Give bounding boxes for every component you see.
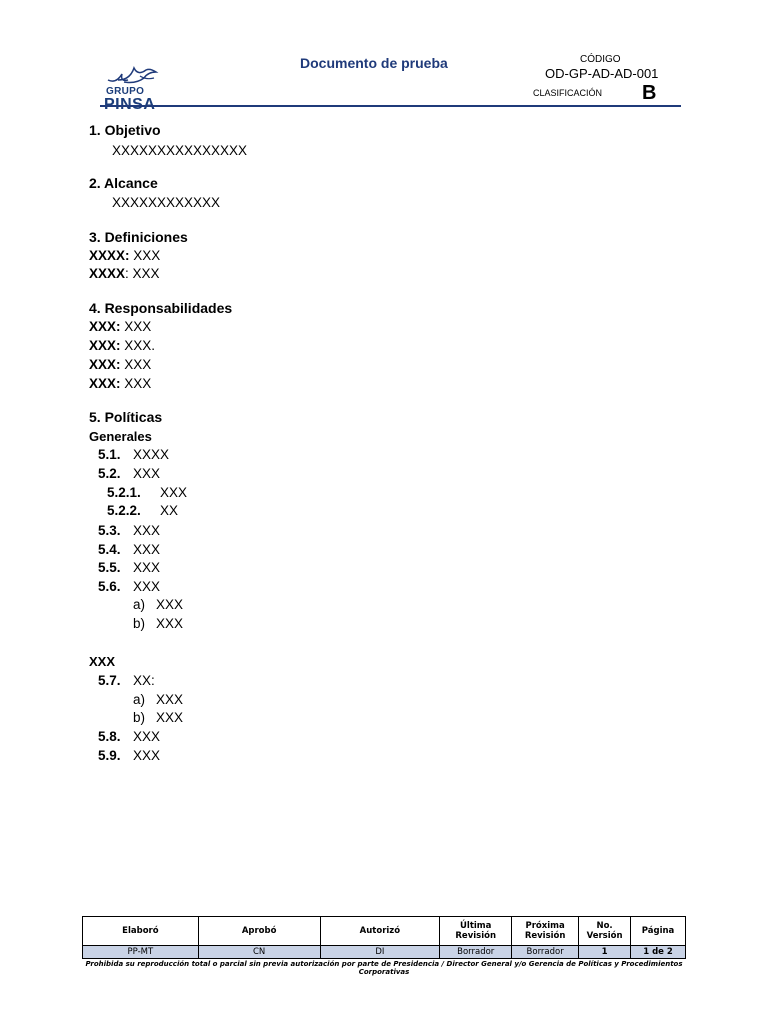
responsibility-term: XXX: (89, 319, 121, 334)
responsibility-item (89, 319, 151, 334)
definition-term: XXXX (89, 266, 126, 281)
policy-number: 5.3. (98, 523, 121, 538)
policy-number: 5.2.2. (107, 503, 141, 518)
document-title: Documento de prueba (300, 55, 448, 71)
footer-header-cell: Última Revisión (440, 917, 512, 946)
policy-text: XXX (133, 560, 161, 575)
section-heading-politicas: 5. Políticas (89, 409, 163, 425)
definition-item (89, 248, 160, 263)
footer-header-cell: Elaboró (83, 917, 199, 946)
footer-disclaimer: Prohibida su reproducción total o parcial sin previa autorización por parte de Presidencia / Director General y/o Gerencia de Políticas y Procedimientos Corporativas (85, 960, 683, 976)
responsibility-term: XXX: (89, 376, 121, 391)
definition-term: XXXX: (89, 248, 130, 263)
section-heading-definiciones: 3. Definiciones (89, 229, 188, 245)
policy-text: XXX (133, 523, 161, 538)
policy-text: XXX (156, 692, 184, 707)
section-heading-responsabilidades: 4. Responsabilidades (89, 300, 233, 316)
footer-value-cell: Borrador (512, 946, 579, 959)
footer-header-cell: Próxima Revisión (512, 917, 579, 946)
policy-text: XXX (133, 466, 161, 481)
footer-value-row (83, 946, 686, 959)
footer-header-cell: Autorizó (320, 917, 440, 946)
footer-value-cell: DI (320, 946, 440, 959)
logo-text-bottom: PINSA (104, 96, 156, 113)
code-value: OD-GP-AD-AD-001 (545, 66, 659, 81)
policy-text: XXX (160, 485, 188, 500)
policy-number: 5.6. (98, 579, 121, 594)
policy-number: 5.7. (98, 673, 121, 688)
policy-text: XXX (133, 542, 161, 557)
header-divider (100, 105, 681, 107)
policy-text: XXX (156, 597, 184, 612)
classification-label: CLASIFICACIÓN (533, 88, 603, 98)
policy-text: XX (160, 503, 179, 518)
footer-header-cell: Página (631, 917, 686, 946)
logo-text-top: GRUPO (106, 86, 145, 97)
footer-header-cell: Aprobó (198, 917, 320, 946)
definition-text: XXX (129, 248, 161, 263)
policy-text: XXX (156, 616, 184, 631)
policy-text: XXX (156, 710, 184, 725)
responsibility-item (89, 376, 151, 391)
responsibility-item (89, 357, 151, 372)
footer-value-cell: PP-MT (83, 946, 199, 959)
policy-text: XXX (133, 579, 161, 594)
policy-number: 5.4. (98, 542, 121, 557)
footer-value-cell: Borrador (440, 946, 512, 959)
responsibility-text: XXX (120, 319, 152, 334)
code-label: CÓDIGO (580, 54, 621, 65)
responsibility-text: XXX (120, 376, 152, 391)
footer-value-cell: 1 de 2 (631, 946, 686, 959)
footer-value-cell: CN (198, 946, 320, 959)
footer-value-cell: 1 (579, 946, 631, 959)
policy-number: 5.1. (98, 447, 121, 462)
subheading-group2: XXX (89, 654, 116, 669)
classification-value: B (642, 82, 657, 104)
policy-text: XXX (133, 748, 161, 763)
responsibility-term: XXX: (89, 357, 121, 372)
policy-text: XXXX (133, 447, 170, 462)
responsibility-term: XXX: (89, 338, 121, 353)
policy-number: 5.8. (98, 729, 121, 744)
footer-header-cell: No. Versión (579, 917, 631, 946)
section-heading-objetivo: 1. Objetivo (89, 122, 161, 138)
definition-text: : XXX (125, 266, 160, 281)
responsibility-text: XXX (120, 357, 152, 372)
section-text-objetivo: XXXXXXXXXXXXXXX (112, 143, 248, 158)
policy-number: 5.2.1. (107, 485, 141, 500)
footer-approval-table (82, 916, 686, 959)
responsibility-item (89, 338, 155, 353)
policy-number: 5.5. (98, 560, 121, 575)
policy-number: 5.9. (98, 748, 121, 763)
policy-letter: b) (133, 710, 146, 725)
policy-number: 5.2. (98, 466, 121, 481)
definition-item (89, 266, 160, 281)
policy-text: XX: (133, 673, 155, 688)
subheading-generales: Generales (89, 429, 152, 444)
responsibility-text: XXX. (120, 338, 156, 353)
policy-letter: b) (133, 616, 146, 631)
policy-text: XXX (133, 729, 161, 744)
section-heading-alcance: 2. Alcance (89, 175, 158, 191)
policy-letter: a) (133, 692, 146, 707)
section-text-alcance: XXXXXXXXXXXX (112, 195, 221, 210)
policy-letter: a) (133, 597, 146, 612)
footer-header-row (83, 917, 686, 946)
